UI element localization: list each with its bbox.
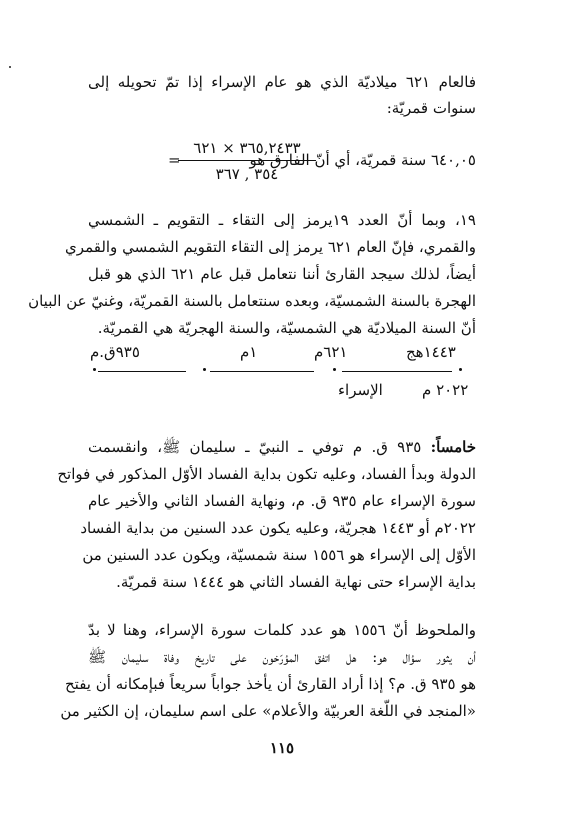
para4-line-2: أن يثور سؤال هو: هل اتفق المؤرّخون على تاريخ وفاة سليمان ﷺ — [88, 648, 476, 666]
para3-line-2: الدولة وبدأ الفساد، وعليه تكون بداية الفساد الأوّل المذكور في فواتح — [57, 465, 476, 483]
fraction-bar — [178, 160, 316, 161]
timeline-dot-4 — [459, 368, 462, 371]
para3-line-5: الأوّل إلى الإسراء هو ١٥٥٦ سنة شمسيّة، ويكون عدد السنين من — [82, 546, 476, 564]
para1-line-2: سنوات قمريّة: — [386, 99, 476, 117]
para2-line-5: أنّ السنة الميلاديّة هي الشمسيّة، والسنة الهجريّة هي القمريّة. — [97, 319, 476, 337]
equation-denominator: ٣٥٤ , ٣٦٧ — [215, 165, 279, 183]
equation-numerator: ٣٦٥,٢٤٣٣ × ٦٢١ — [193, 139, 301, 157]
timeline-dot-3 — [333, 368, 336, 371]
para2-line-3: أيضاً، لذلك سيجد القارئ أننا نتعامل قبل عام ٦٢١ الذي هو قبل — [88, 265, 476, 283]
para1-line-1: فالعام ٦٢١ ميلاديّة الذي هو عام الإسراء إذا تمّ تحويله إلى — [88, 73, 476, 91]
timeline-segment-3 — [342, 371, 452, 372]
timeline-dot-1 — [93, 368, 96, 371]
para2-line-2: والقمري، فإنّ العام ٦٢١ يرمز إلى التقاء التقويم الشمسي والقمري — [65, 238, 476, 256]
timeline-label-935bc: ٩٣٥ق.م — [90, 343, 140, 361]
timeline-label-2022: ٢٠٢٢ م — [422, 381, 469, 399]
equation-fraction — [178, 139, 316, 183]
equation-result: ٦٤٠,٠٥ سنة قمريّة، أي أنّ الفارق هو — [249, 151, 476, 169]
timeline-dot-2 — [203, 368, 206, 371]
timeline — [88, 343, 476, 423]
para3-line-3: سورة الإسراء عام ٩٣٥ ق. م، ونهاية الفساد الثاني والأخير عام — [88, 492, 476, 510]
timeline-label-1443ah: ١٤٤٣هج — [406, 343, 456, 361]
margin-mark — [9, 66, 11, 68]
para3-line-1-text: ٩٣٥ ق. م توفي ـ النبيّ ـ سليمان ﷺ، وانقسمت — [88, 438, 422, 456]
equals-sign: = — [168, 151, 181, 169]
timeline-label-isra: الإسراء — [338, 381, 383, 399]
para3-line-1 — [88, 437, 476, 457]
section-lead-fifth: خامساً: — [430, 438, 476, 456]
timeline-segment-2 — [210, 371, 314, 372]
page-number: ١١٥ — [269, 739, 295, 757]
para2-line-4: الهجرة بالسنة الشمسيّة، وبعده سنتعامل بالسنة القمريّة، وغنيّ عن البيان — [28, 292, 476, 310]
para2-line-1: ١٩، وبما أنّ العدد ١٩يرمز إلى التقاء ـ التقويم ـ الشمسي — [88, 211, 476, 229]
para4-line-1: والملحوظ أنّ ١٥٥٦ هو عدد كلمات سورة الإسراء، وهنا لا بدّ — [88, 621, 476, 639]
conversion-equation — [88, 139, 476, 185]
para4-line-4: «المنجد في اللّغة العربيّة والأعلام» على اسم سليمان، إن الكثير من — [60, 702, 476, 720]
para4-line-3: هو ٩٣٥ ق. م؟ إذا أراد القارئ أن يأخذ جواباً سريعاً فبإمكانه أن يفتح — [65, 675, 476, 693]
timeline-label-1ad: ١م — [240, 343, 258, 361]
timeline-label-621ad: ٦٢١م — [314, 343, 348, 361]
timeline-segment-1 — [98, 371, 186, 372]
para3-line-6: بداية الإسراء حتى نهاية الفساد الثاني هو ١٤٤٤ سنة قمريّة. — [116, 573, 476, 591]
para3-line-4: ٢٠٢٢م أو ١٤٤٣ هجريّة، وعليه يكون عدد السنين من بداية الفساد — [80, 519, 476, 537]
